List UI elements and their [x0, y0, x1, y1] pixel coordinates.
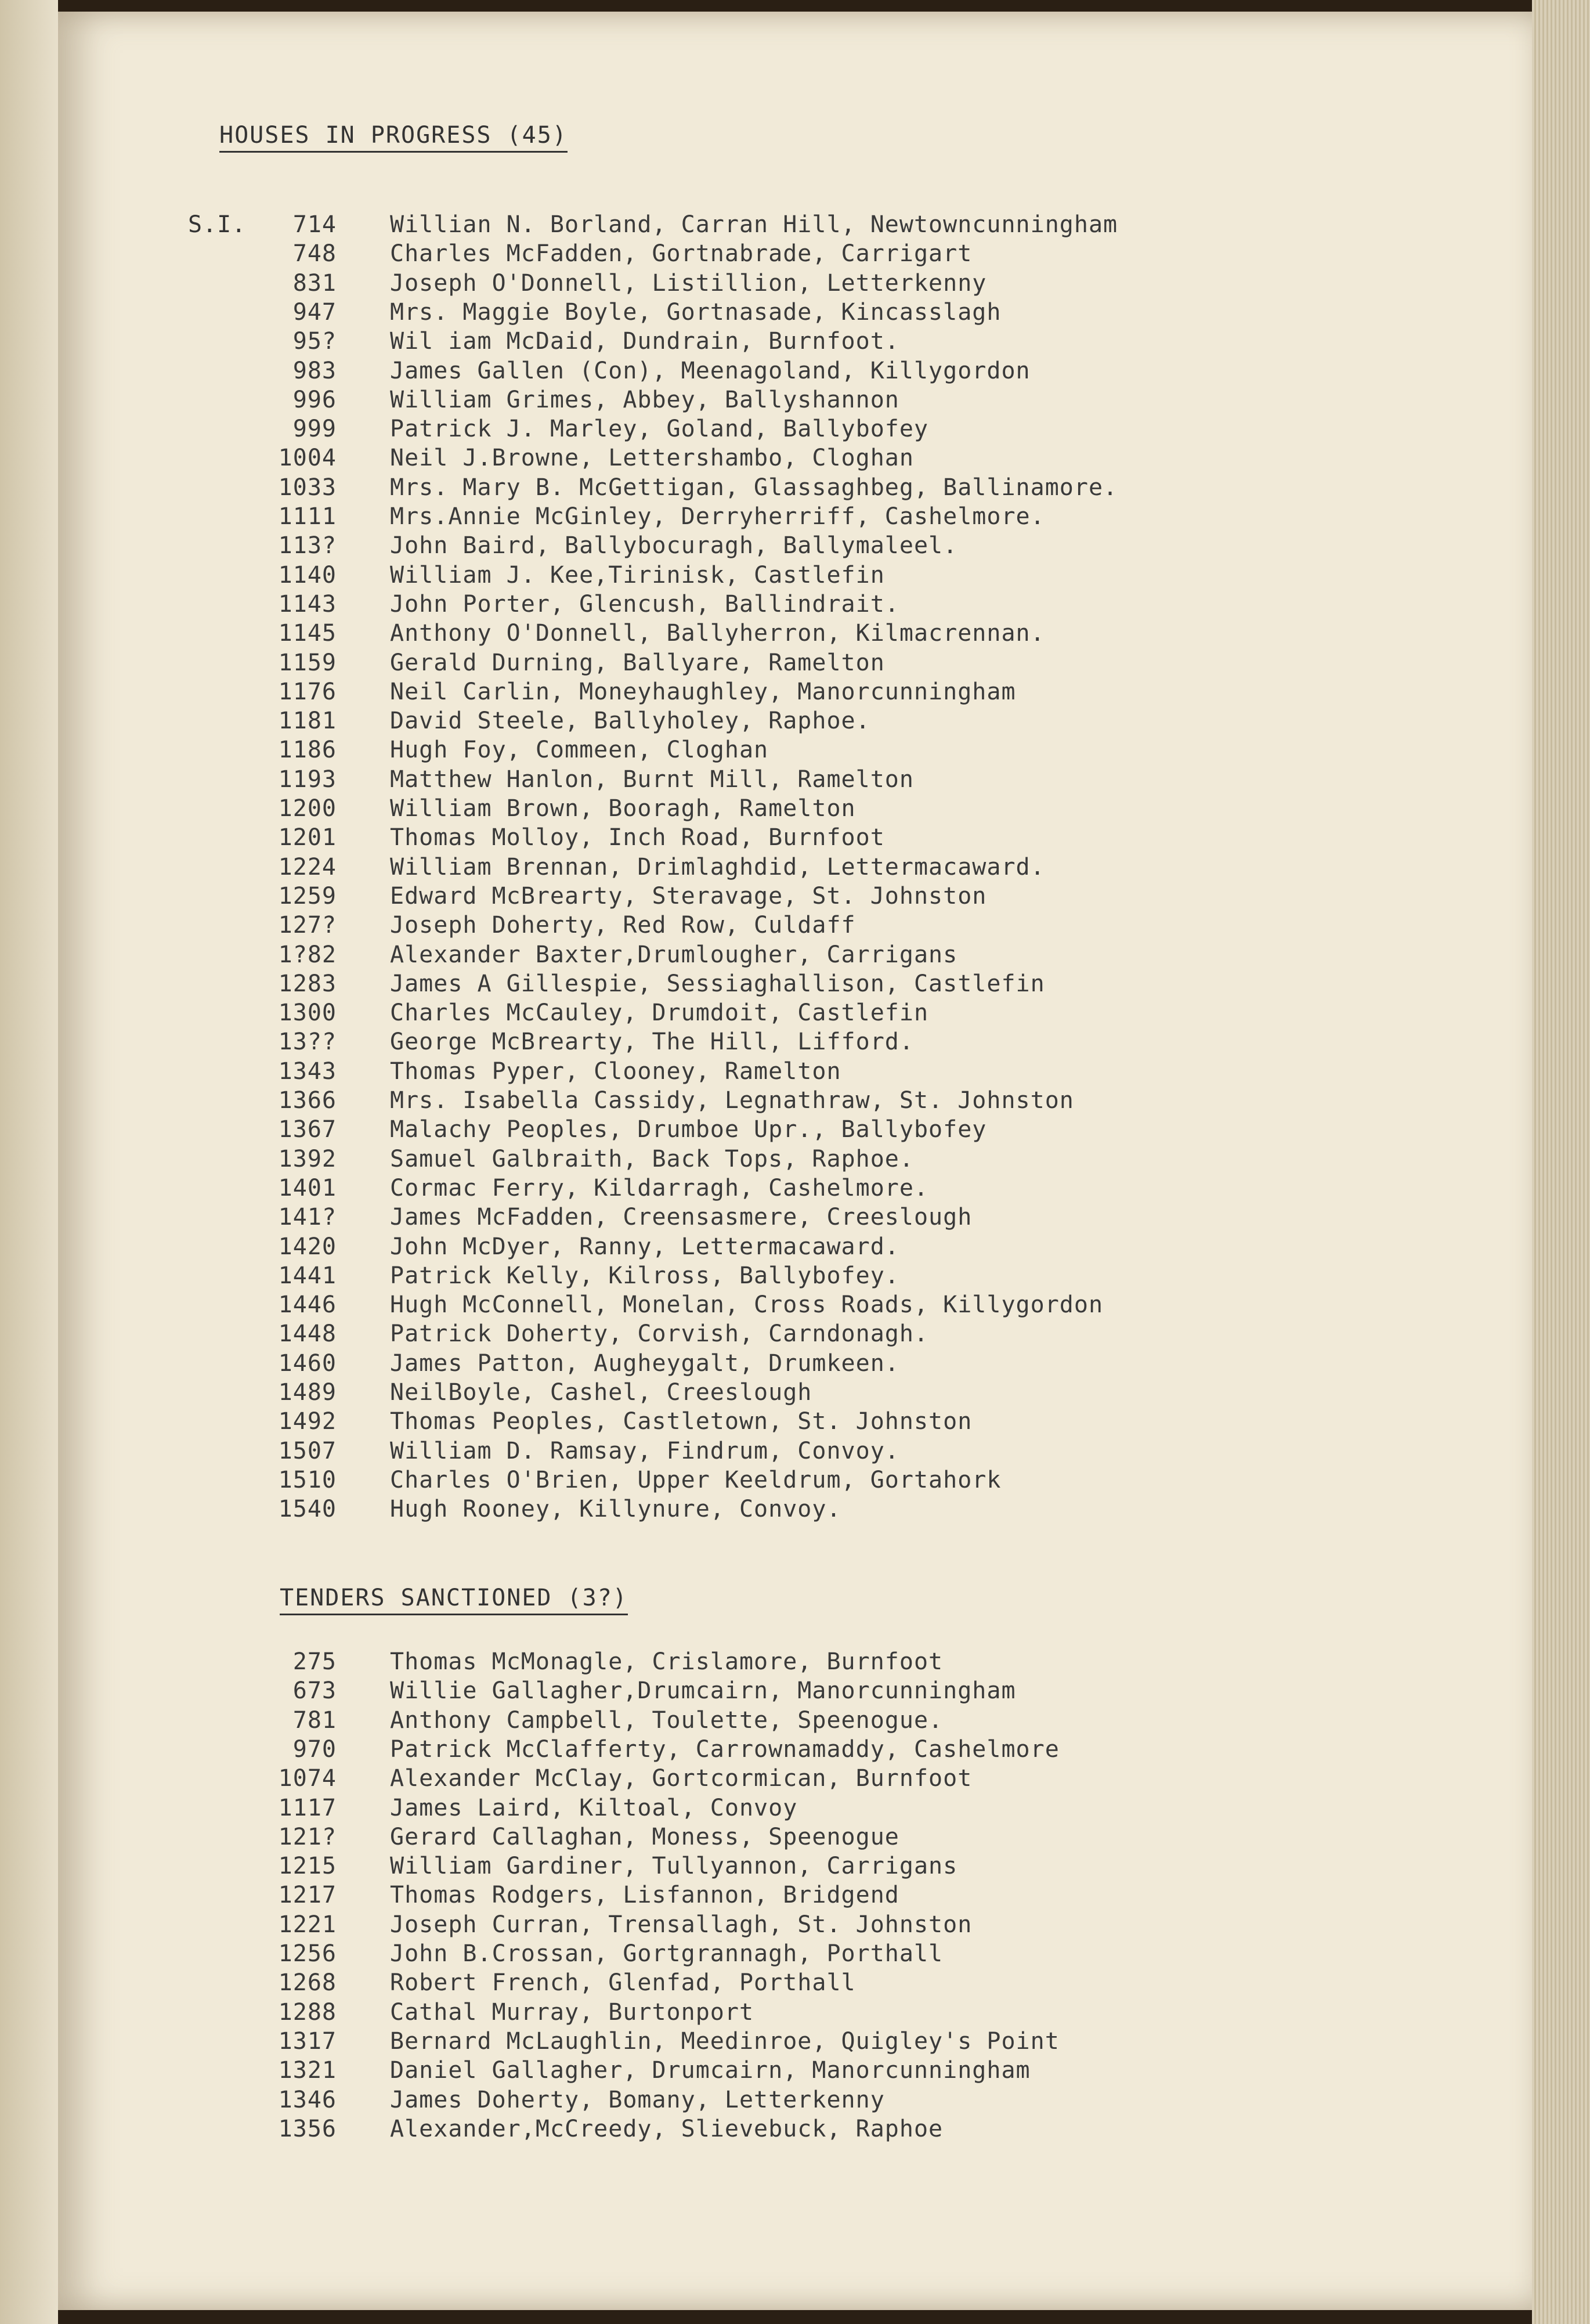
entry-number: 1448	[278, 1320, 337, 1348]
entry-text: William Brown, Booragh, Ramelton	[390, 795, 856, 822]
entry-text: Thomas Pyper, Clooney, Ramelton	[390, 1058, 841, 1085]
entry-text: Neil J.Browne, Lettershambo, Cloghan	[390, 445, 914, 472]
section-heading-houses: HOUSES IN PROGRESS (45)	[219, 122, 568, 153]
entry-text: William D. Ramsay, Findrum, Convoy.	[390, 1437, 899, 1464]
entry-text: David Steele, Ballyholey, Raphoe.	[390, 708, 870, 735]
entry-number: 1200	[278, 795, 337, 822]
entry-number: 1321	[278, 2057, 337, 2084]
entry-number: 781	[292, 1706, 337, 1734]
entry-number: 1145	[278, 620, 337, 647]
entry-number: 970	[292, 1735, 337, 1763]
entry-text: James Gallen (Con), Meenagoland, Killygordon	[390, 357, 1031, 384]
entry-text: Cormac Ferry, Kildarragh, Cashelmore.	[390, 1174, 929, 1201]
entry-number: 1392	[278, 1145, 337, 1172]
entry-number: 113?	[278, 532, 337, 560]
entry-text: Daniel Gallagher, Drumcairn, Manorcunningham	[390, 2057, 1031, 2084]
entry-text: Joseph O'Donnell, Listillion, Letterkenny	[390, 269, 987, 297]
entry-number: 1159	[278, 649, 337, 676]
entry-text: Wil iam McDaid, Dundrain, Burnfoot.	[390, 328, 899, 355]
entry-number: 999	[292, 416, 337, 443]
entry-number: 1401	[278, 1174, 337, 1201]
document-page	[58, 12, 1544, 2310]
entry-text: Hugh Rooney, Killynure, Convoy.	[390, 1496, 841, 1523]
entry-number: 1186	[278, 737, 337, 764]
entry-number: 127?	[278, 912, 337, 939]
entry-text: Thomas Peoples, Castletown, St. Johnston	[390, 1408, 973, 1435]
entry-number: 1?82	[278, 941, 337, 968]
entry-text: NeilBoyle, Cashel, Creeslough	[390, 1379, 812, 1406]
entry-number: 141?	[278, 1204, 337, 1231]
entry-text: Mrs.Annie McGinley, Derryherriff, Cashelmore.	[390, 503, 1045, 530]
entry-number: 1343	[278, 1058, 337, 1085]
entry-text: Alexander Baxter,Drumlougher, Carrigans	[390, 941, 958, 968]
entry-number: 1004	[278, 445, 337, 472]
book-binding-left	[0, 0, 58, 2324]
entry-number: 1268	[278, 1969, 337, 1997]
entry-text: James Doherty, Bomany, Letterkenny	[390, 2086, 885, 2113]
entry-text: John Baird, Ballybocuragh, Ballymaleel.	[390, 532, 958, 560]
entry-text: George McBrearty, The Hill, Lifford.	[390, 1029, 914, 1056]
entry-number: 1215	[278, 1853, 337, 1880]
entry-number: 1356	[278, 2115, 337, 2142]
entry-text: William Brennan, Drimlaghdid, Lettermacaward.	[390, 853, 1045, 880]
entry-number: 1217	[278, 1882, 337, 1909]
entry-number: 996	[292, 386, 337, 413]
entry-number: 13??	[278, 1029, 337, 1056]
entry-text: Neil Carlin, Moneyhaughley, Manorcunningham	[390, 678, 1016, 705]
entry-text: Willie Gallagher,Drumcairn, Manorcunningham	[390, 1677, 1016, 1705]
entry-text: Charles McCauley, Drumdoit, Castlefin	[390, 999, 929, 1027]
entry-number: 714	[292, 211, 337, 238]
entry-number: 1507	[278, 1437, 337, 1464]
entry-number: 1540	[278, 1496, 337, 1523]
entry-number: 1492	[278, 1408, 337, 1435]
entry-text: John McDyer, Ranny, Lettermacaward.	[390, 1233, 899, 1260]
entry-number: 95?	[292, 328, 337, 355]
entry-text: William Grimes, Abbey, Ballyshannon	[390, 386, 899, 413]
entry-number: 1489	[278, 1379, 337, 1406]
entry-number: 1300	[278, 999, 337, 1027]
entry-number: 275	[292, 1648, 337, 1675]
entry-number: 1033	[278, 474, 337, 501]
entry-text: Alexander McClay, Gortcormican, Burnfoot	[390, 1765, 973, 1792]
entry-text: James A Gillespie, Sessiaghallison, Castlefin	[390, 970, 1045, 997]
entry-number: 1117	[278, 1794, 337, 1821]
entry-text: Charles O'Brien, Upper Keeldrum, Gortahork	[390, 1466, 1002, 1493]
entry-text: Gerald Durning, Ballyare, Ramelton	[390, 649, 885, 676]
entry-number: 1181	[278, 708, 337, 735]
entry-text: Joseph Doherty, Red Row, Culdaff	[390, 912, 856, 939]
entry-text: Cathal Murray, Burtonport	[390, 1998, 754, 2026]
entry-number: 1074	[278, 1765, 337, 1792]
entry-text: Anthony O'Donnell, Ballyherron, Kilmacrennan.	[390, 620, 1045, 647]
entry-number: 1367	[278, 1116, 337, 1143]
entry-number: 1510	[278, 1466, 337, 1493]
entry-text: Charles McFadden, Gortnabrade, Carrigart	[390, 240, 973, 268]
entry-text: Malachy Peoples, Drumboe Upr., Ballybofey	[390, 1116, 987, 1143]
entry-number: 1111	[278, 503, 337, 530]
entry-text: Joseph Curran, Trensallagh, St. Johnston	[390, 1911, 973, 1938]
entry-number: 1176	[278, 678, 337, 705]
entry-text: Robert French, Glenfad, Porthall	[390, 1969, 856, 1997]
book-page-edges	[1532, 0, 1590, 2324]
entry-number: 1441	[278, 1262, 337, 1289]
series-prefix: S.I.	[188, 211, 247, 238]
entry-text: Matthew Hanlon, Burnt Mill, Ramelton	[390, 766, 914, 793]
entry-number: 983	[292, 357, 337, 384]
entry-text: John Porter, Glencush, Ballindrait.	[390, 590, 899, 618]
entry-number: 121?	[278, 1823, 337, 1850]
entry-text: Hugh McConnell, Monelan, Cross Roads, Killygordon	[390, 1291, 1104, 1319]
entry-number: 1201	[278, 824, 337, 851]
entry-text: Patrick McClafferty, Carrownamaddy, Cashelmore	[390, 1735, 1060, 1763]
entry-number: 1317	[278, 2027, 337, 2055]
entry-text: Patrick Doherty, Corvish, Carndonagh.	[390, 1320, 929, 1348]
entry-text: Mrs. Isabella Cassidy, Legnathraw, St. Johnston	[390, 1087, 1074, 1114]
entry-number: 1221	[278, 1911, 337, 1938]
entry-text: Bernard McLaughlin, Meedinroe, Quigley's Point	[390, 2027, 1060, 2055]
entry-number: 1193	[278, 766, 337, 793]
entry-text: Thomas McMonagle, Crislamore, Burnfoot	[390, 1648, 944, 1675]
entry-number: 1460	[278, 1349, 337, 1377]
entry-text: Samuel Galbraith, Back Tops, Raphoe.	[390, 1145, 914, 1172]
entry-text: James McFadden, Creensasmere, Creeslough	[390, 1204, 973, 1231]
entry-number: 831	[292, 269, 337, 297]
entry-text: James Laird, Kiltoal, Convoy	[390, 1794, 798, 1821]
entry-text: Thomas Molloy, Inch Road, Burnfoot	[390, 824, 885, 851]
entry-text: Hugh Foy, Commeen, Cloghan	[390, 737, 769, 764]
entry-number: 748	[292, 240, 337, 268]
section-heading-tenders: TENDERS SANCTIONED (3?)	[280, 1585, 628, 1615]
entry-text: John B.Crossan, Gortgrannagh, Porthall	[390, 1940, 944, 1967]
entry-text: Mrs. Maggie Boyle, Gortnasade, Kincasslagh	[390, 298, 1002, 326]
entry-text: Mrs. Mary B. McGettigan, Glassaghbeg, Ballinamore.	[390, 474, 1118, 501]
entry-text: Anthony Campbell, Toulette, Speenogue.	[390, 1706, 944, 1734]
entry-text: James Patton, Augheygalt, Drumkeen.	[390, 1349, 899, 1377]
entry-text: Patrick Kelly, Kilross, Ballybofey.	[390, 1262, 899, 1289]
entry-text: Alexander,McCreedy, Slievebuck, Raphoe	[390, 2115, 944, 2142]
entry-text: Edward McBrearty, Steravage, St. Johnston	[390, 882, 987, 910]
entry-number: 1446	[278, 1291, 337, 1319]
entry-number: 1366	[278, 1087, 337, 1114]
entry-number: 1224	[278, 853, 337, 880]
entry-number: 1259	[278, 882, 337, 910]
entry-number: 947	[292, 298, 337, 326]
entry-number: 673	[292, 1677, 337, 1705]
entry-text: Willian N. Borland, Carran Hill, Newtowncunningham	[390, 211, 1118, 238]
entry-text: Patrick J. Marley, Goland, Ballybofey	[390, 416, 929, 443]
entry-text: William J. Kee,Tirinisk, Castlefin	[390, 561, 885, 589]
entry-number: 1420	[278, 1233, 337, 1260]
entry-text: Gerard Callaghan, Moness, Speenogue	[390, 1823, 899, 1850]
entry-text: William Gardiner, Tullyannon, Carrigans	[390, 1853, 958, 1880]
entry-number: 1346	[278, 2086, 337, 2113]
entry-number: 1283	[278, 970, 337, 997]
entry-text: Thomas Rodgers, Lisfannon, Bridgend	[390, 1882, 899, 1909]
entry-number: 1140	[278, 561, 337, 589]
entry-number: 1143	[278, 590, 337, 618]
entry-number: 1256	[278, 1940, 337, 1967]
entry-number: 1288	[278, 1998, 337, 2026]
